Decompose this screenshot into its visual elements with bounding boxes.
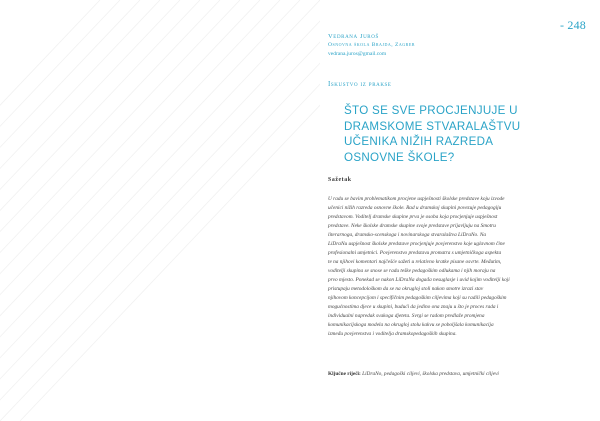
author-block: [328, 32, 568, 59]
abstract-line: njihovom koncepcijom i specifičnim pedagoškim ciljevima koji su radili pedagoškim: [328, 295, 507, 301]
abstract-line: prvo mjesto. Ponekad se nakon LiDraNa događa nesuglasje i uvid kojim voditelji koji: [328, 277, 510, 283]
title-line: ŠTO SE SVE PROCJENJUJE U: [344, 104, 518, 117]
article-title: [344, 103, 554, 165]
abstract-line: U radu se bavim problematikom procjene uspješnosti školske predstave koju izvode: [328, 196, 505, 202]
abstract-line: komunikacijskoga modela na okrugloj stolu kakvu se poboljšala komunikacija: [328, 322, 494, 328]
abstract-line: voditelji skupina se snose se radu teške pedagoškim odlukama i njih moraju na: [328, 268, 496, 274]
author-school: Osnovna škola Brajda, Zagreb: [328, 42, 415, 48]
abstract-line: individualni napredak svakoga djeteta. Svrgi se radom predlaže promjena: [328, 313, 485, 319]
abstract-line: mogućnostima djece u skupini, budući da jedino ona znaju u što je proces rada i: [328, 304, 499, 310]
abstract-line: predstave. Neke školske dramske skupine svoje predstave prijavljuju na Smotru: [328, 223, 496, 229]
page-number: - 248: [560, 18, 586, 32]
abstract-line: pristupaju metodološkom da se na okrugloj stoli nakon smotre izrazi stav: [328, 286, 484, 292]
abstract-line: učenici nižih razreda osnovne škole. Rad u dramskoj skupini povezuje pedagogiju: [328, 205, 502, 211]
title-line: UČENIKA NIŽIH RAZREDA: [344, 135, 494, 149]
abstract-line: literarnoga, dramsko-scenskoga i novinarskoga stvaralaštva LiDraNo. Na: [328, 232, 487, 238]
abstract-heading: Sažetak: [328, 177, 352, 183]
abstract-line: LiDraNu uspješnost školske predstave procjenjuje povjerenstvo koje uglavnom čine: [328, 241, 505, 247]
keywords: [328, 370, 568, 378]
author-email: vedrana.juros@gmail.com: [328, 51, 387, 57]
keywords-label: Ključne riječi:: [328, 371, 361, 377]
abstract-line: predstavom. Voditelj dramske skupine prva je osoba koja procjenjuje uspješnost: [328, 214, 498, 220]
abstract-text: [328, 195, 556, 339]
abstract-line: između povjerenstva i voditelja dramskopedagoških skupina.: [328, 331, 457, 337]
abstract-line: profesionalni umjetnici. Povjerenstvo predstavu promatra s umjetničkoga aspekta: [328, 250, 502, 256]
author-name: Vedrana Juroš: [328, 33, 379, 40]
title-line: DRAMSKOME STVARALAŠTVU: [344, 119, 521, 133]
abstract-line: te na njihovi komentari najčešće sažeti u relativno kratke pisane osvrte. Međutim,: [328, 259, 502, 265]
keywords-values: LiDraNo, pedagoški ciljevi, školska predstava, umjetnički ciljevi: [362, 371, 499, 377]
section-label: Iskustvo iz prakse: [328, 80, 392, 88]
title-line: OSNOVNE ŠKOLE?: [344, 150, 455, 164]
